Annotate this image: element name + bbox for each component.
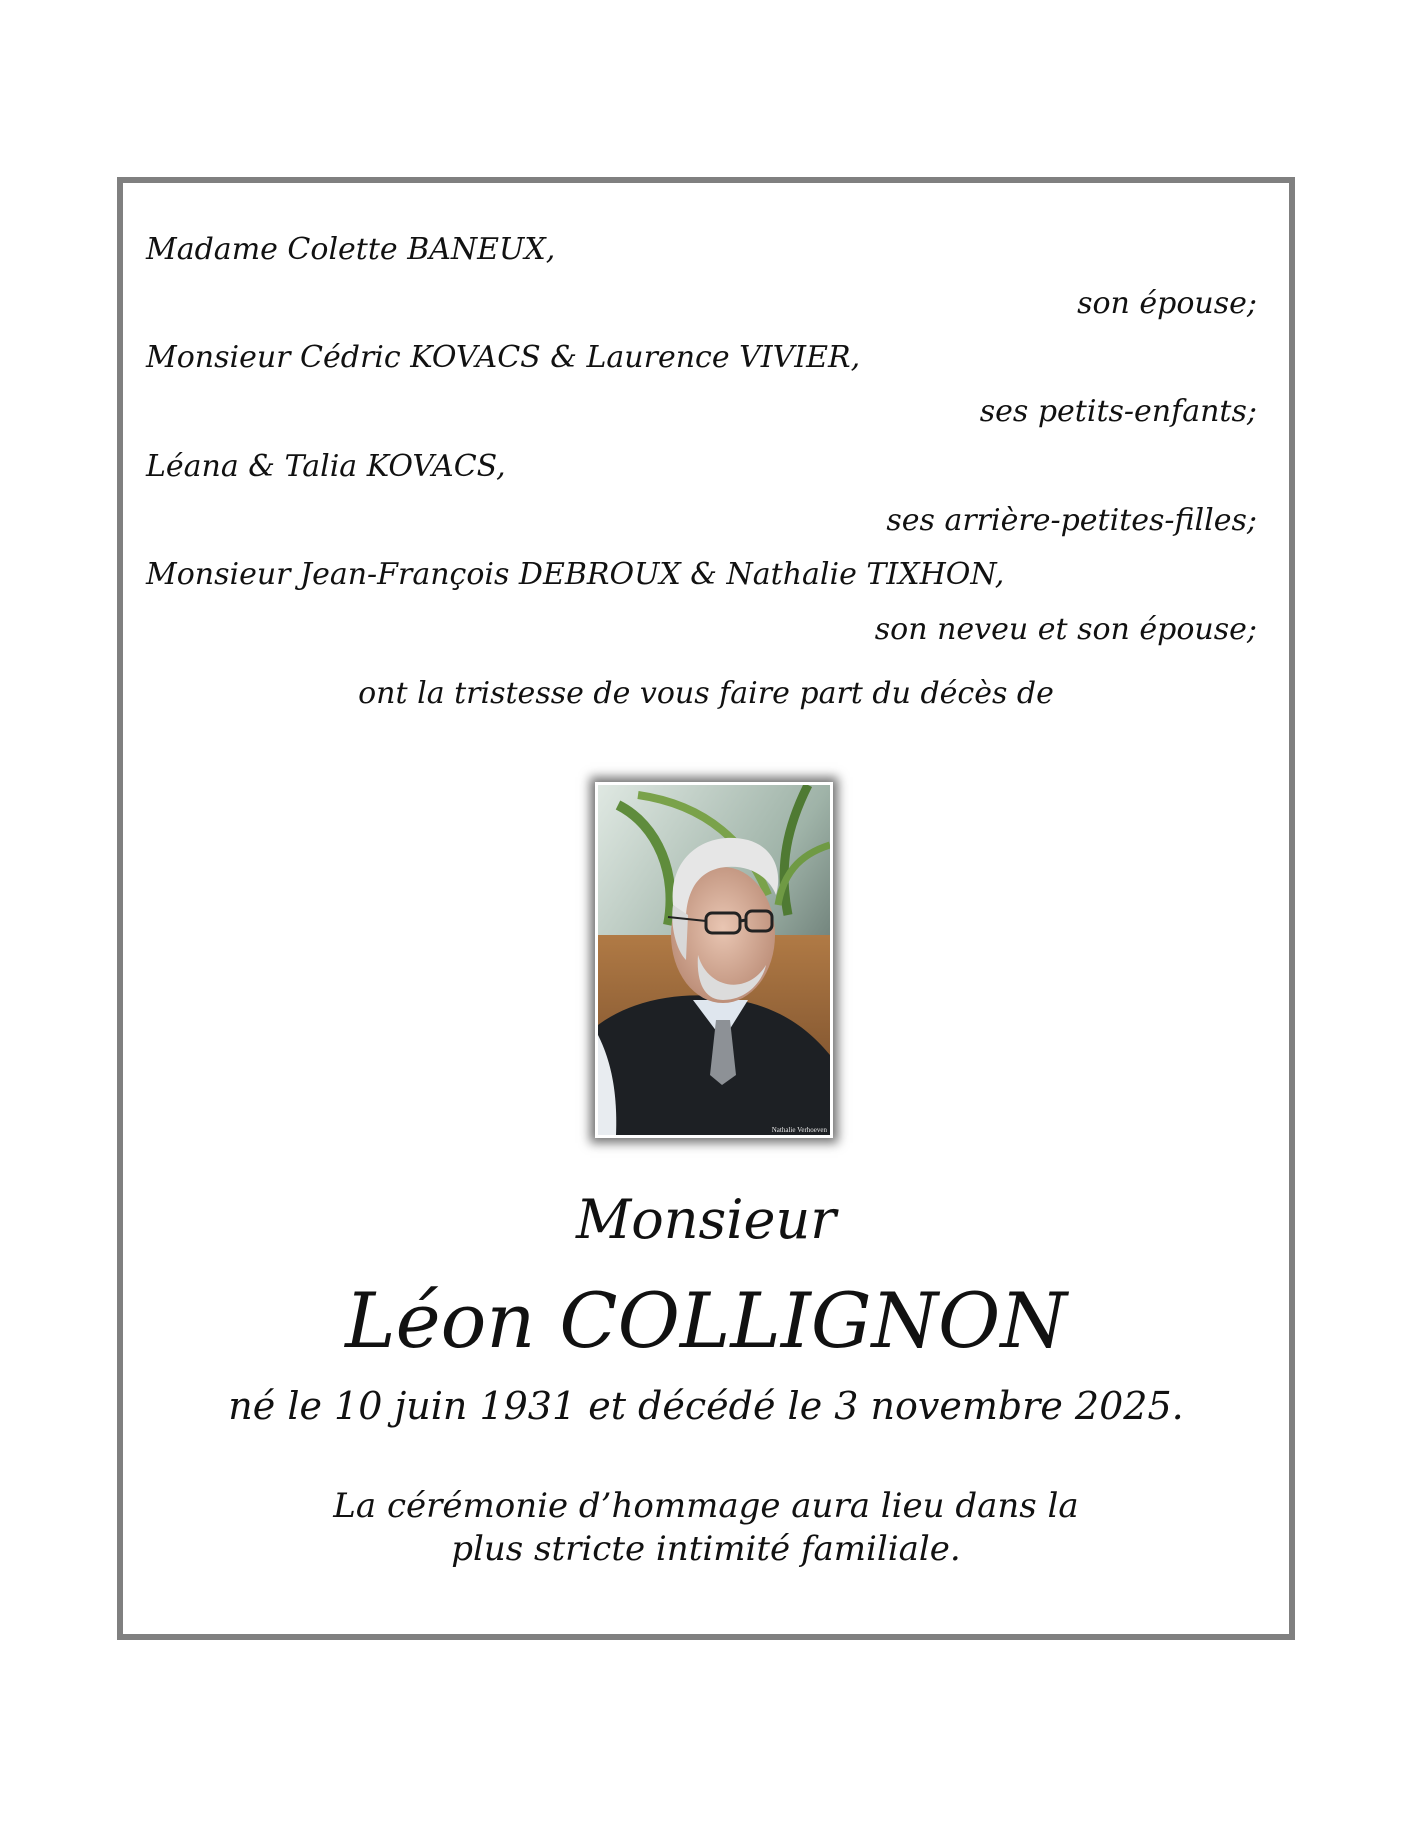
family-line-grandchildren-names: Monsieur Cédric KOVACS & Laurence VIVIER,: [146, 340, 861, 375]
family-line-spouse-name: Madame Colette BANEUX,: [146, 232, 556, 267]
portrait-photo: [598, 785, 830, 1135]
family-line-spouse-relation: son épouse;: [1077, 286, 1257, 321]
ceremony-line-1: La cérémonie d’hommage aura lieu dans la: [333, 1486, 1079, 1526]
portrait-photo-frame: [595, 782, 833, 1138]
deceased-dates: né le 10 juin 1931 et décédé le 3 novembre 2025.: [228, 1384, 1184, 1428]
deceased-honorific: Monsieur: [575, 1188, 837, 1251]
ceremony-line-2: plus stricte intimité familiale.: [451, 1529, 961, 1569]
announcement-text: ont la tristesse de vous faire part du décès de: [358, 676, 1054, 711]
family-line-great-grandchildren-relation: ses arrière-petites-filles;: [886, 503, 1257, 538]
family-line-great-grandchildren-names: Léana & Talia KOVACS,: [146, 449, 506, 484]
family-line-grandchildren-relation: ses petits-enfants;: [979, 394, 1257, 429]
photo-credit: Nathalie Verhoeven: [771, 1126, 827, 1134]
family-line-nephew-relation: son neveu et son épouse;: [874, 612, 1257, 647]
deceased-name: Léon COLLIGNON: [345, 1276, 1067, 1365]
family-line-nephew-names: Monsieur Jean-François DEBROUX & Nathalie TIXHON,: [146, 557, 1005, 592]
